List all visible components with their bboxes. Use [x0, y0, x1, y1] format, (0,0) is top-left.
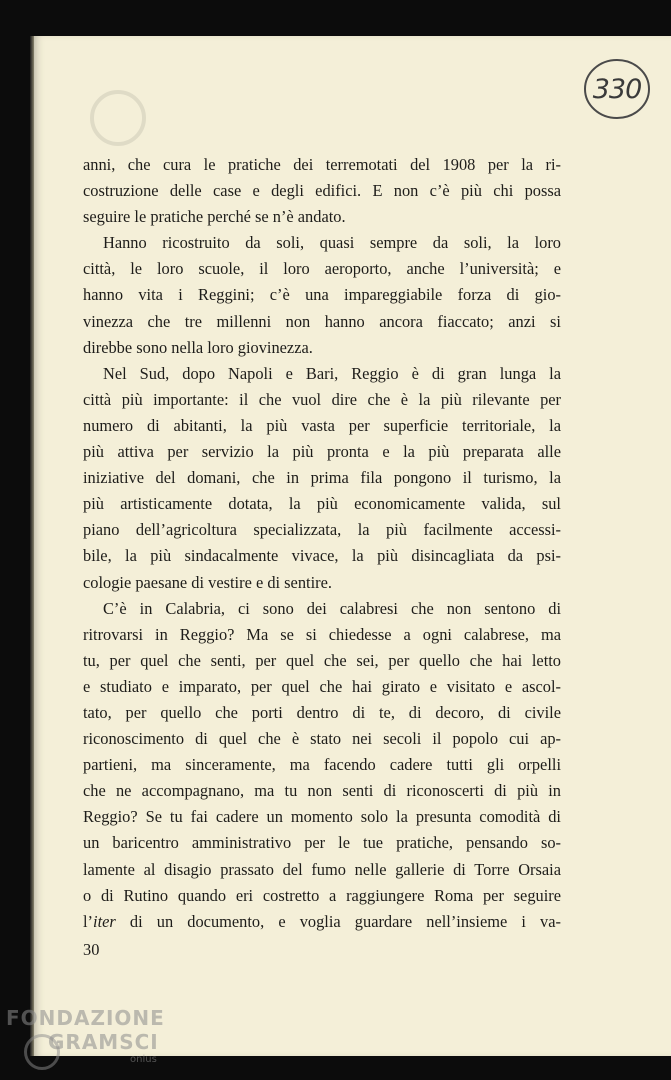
faint-stamp-mark [78, 88, 158, 148]
text-line: città più importante: il che vuol dire che è la più rilevante per [83, 389, 561, 409]
italic-word: iter [93, 911, 116, 931]
text-line: Reggio? Se tu fai cadere un momento solo la presunta comodità di [83, 807, 561, 827]
text-line: bile, la più sindacalmente vivace, la più disincagliata da psi- [83, 546, 561, 566]
text-line: l’iter di un documento, e voglia guardare nell’insieme i va- [83, 911, 561, 931]
archive-number-stamp [581, 56, 653, 122]
text-line: Hanno ricostruito da soli, quasi sempre da soli, la loro [103, 233, 561, 253]
text-line: tato, per quello che porti dentro di te, di decoro, di civile [83, 702, 561, 722]
text-line: costruzione delle case e degli edifici. E non c’è più chi possa [83, 181, 561, 201]
text-line: tu, per quel che senti, per quel che sei, per quello che hai letto [83, 650, 561, 670]
text-line: Nel Sud, dopo Napoli e Bari, Reggio è di gran lunga la [103, 363, 561, 383]
watermark-line3: onlus [130, 1054, 157, 1065]
watermark-line2: GRAMSCI [48, 1030, 159, 1054]
text-line: cologie paesane di vestire e di sentire. [83, 572, 332, 592]
text-line: più artisticamente dotata, la più economicamente valida, sul [83, 494, 561, 514]
text-line: ritrovarsi in Reggio? Ma se si chiedesse a ogni calabrese, ma [83, 624, 561, 644]
text-line: anni, che cura le pratiche dei terremotati del 1908 per la ri- [83, 155, 561, 174]
text-line: direbbe sono nella loro giovinezza. [83, 337, 313, 357]
text-line: seguire le pratiche perché se n’è andato. [83, 207, 346, 227]
text-line: e studiato e imparato, per quel che hai girato e visitato e ascol- [83, 676, 561, 696]
text-line: un baricentro amministrativo per le tue pratiche, pensando so- [83, 833, 561, 853]
text-line: piano dell’agricoltura specializzata, la più facilmente accessi- [83, 520, 561, 540]
text-line: riconoscimento di quel che è stato nei secoli il popolo cui ap- [83, 729, 561, 749]
watermark-line1: FONDAZIONE [6, 1006, 165, 1030]
text-line: vinezza che tre millenni non hanno ancora fiaccato; anzi si [83, 311, 561, 331]
archive-number: 330 [592, 73, 642, 105]
text-line: partieni, ma sinceramente, ma facendo cadere tutti gli orpelli [83, 755, 561, 775]
text-line: più attiva per servizio la più pronta e la più preparata alle [83, 442, 561, 462]
page-number: 30 [83, 940, 100, 959]
text-line: o di Rutino quando eri costretto a raggiungere Roma per seguire [83, 885, 561, 905]
text-line: numero di abitanti, la più vasta per superficie territoriale, la [83, 415, 561, 435]
text-line: C’è in Calabria, ci sono dei calabresi che non sentono di [103, 598, 561, 618]
text-line: che ne accompagnano, ma tu non senti di riconoscerti di più in [83, 781, 561, 801]
fondazione-gramsci-watermark [6, 1004, 176, 1078]
text-line: iniziative del domani, che in prima fila pongono il turismo, la [83, 468, 561, 488]
text-line: lamente al disagio prassato del fumo nelle gallerie di Torre Orsaia [83, 859, 561, 879]
text-line: hanno vita i Reggini; c’è una impareggiabile forza di gio- [83, 285, 561, 305]
body-text [83, 152, 561, 935]
text-line: città, le loro scuole, il loro aeroporto, anche l’università; e [83, 259, 561, 279]
